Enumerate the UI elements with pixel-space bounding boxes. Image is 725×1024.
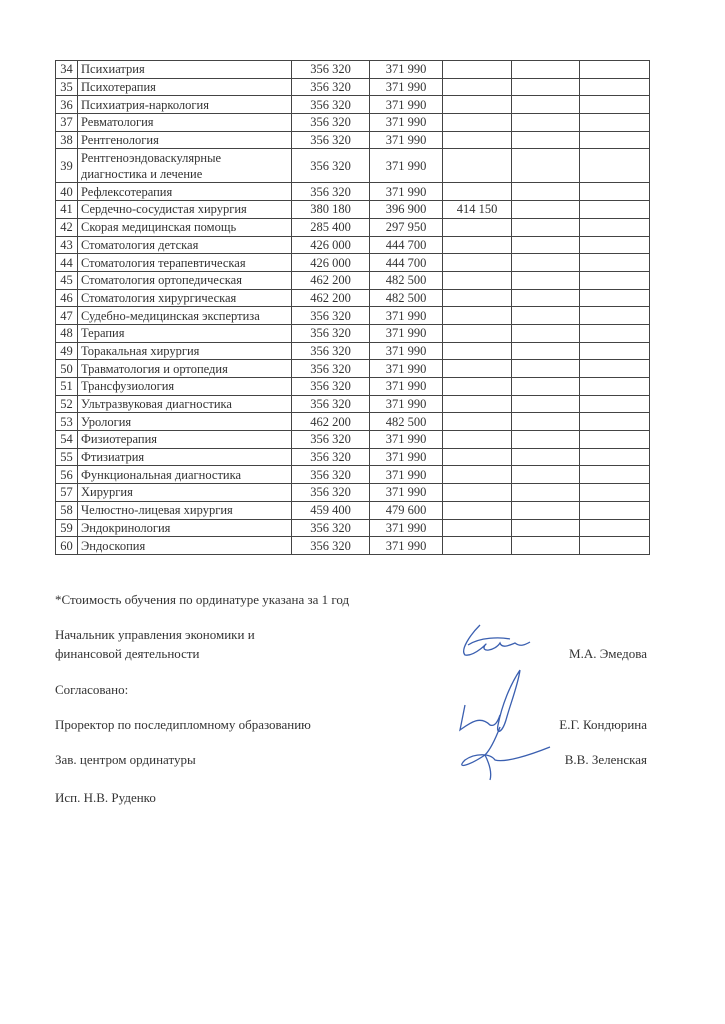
row-number: 56 (56, 466, 78, 484)
specialty-name: Ультразвуковая диагностика (78, 395, 292, 413)
specialty-name: Рефлексотерапия (78, 183, 292, 201)
row-number: 60 (56, 537, 78, 555)
empty-cell (580, 324, 650, 342)
price-year-3 (443, 360, 512, 378)
row-number: 38 (56, 131, 78, 149)
empty-cell (580, 78, 650, 96)
specialty-name: Хирургия (78, 484, 292, 502)
price-year-1: 380 180 (292, 201, 370, 219)
price-year-2: 371 990 (370, 78, 443, 96)
specialty-name: Психотерапия (78, 78, 292, 96)
empty-cell (580, 131, 650, 149)
table-row (56, 218, 650, 236)
price-year-3 (443, 307, 512, 325)
table-row (56, 236, 650, 254)
price-year-3 (443, 413, 512, 431)
price-year-2: 371 990 (370, 395, 443, 413)
row-number: 51 (56, 378, 78, 396)
empty-cell (580, 183, 650, 201)
table-row (56, 289, 650, 307)
specialty-name: Стоматология детская (78, 236, 292, 254)
price-year-3 (443, 78, 512, 96)
row-number: 35 (56, 78, 78, 96)
row-number: 49 (56, 342, 78, 360)
specialty-name: Физиотерапия (78, 431, 292, 449)
specialty-name: Сердечно-сосудистая хирургия (78, 201, 292, 219)
empty-cell (580, 395, 650, 413)
empty-cell (512, 413, 580, 431)
specialty-name: Фтизиатрия (78, 448, 292, 466)
specialty-name: Стоматология ортопедическая (78, 271, 292, 289)
table-row (56, 360, 650, 378)
price-year-1: 356 320 (292, 360, 370, 378)
price-year-1: 356 320 (292, 484, 370, 502)
table-row (56, 131, 650, 149)
empty-cell (580, 254, 650, 272)
empty-cell (512, 78, 580, 96)
price-year-1: 356 320 (292, 519, 370, 537)
empty-cell (512, 307, 580, 325)
price-year-3 (443, 61, 512, 79)
empty-cell (512, 519, 580, 537)
price-year-1: 356 320 (292, 61, 370, 79)
row-number: 44 (56, 254, 78, 272)
price-year-3 (443, 484, 512, 502)
price-year-2: 371 990 (370, 537, 443, 555)
row-number: 54 (56, 431, 78, 449)
price-year-1: 356 320 (292, 131, 370, 149)
residency-name: В.В. Зеленская (564, 752, 647, 767)
empty-cell (580, 289, 650, 307)
table-row (56, 448, 650, 466)
specialty-name: Рентгеноэндоваскулярные диагностика и лечение (78, 149, 292, 183)
empty-cell (512, 395, 580, 413)
empty-cell (580, 61, 650, 79)
empty-cell (512, 431, 580, 449)
price-year-2: 371 990 (370, 466, 443, 484)
residency-title: Зав. центром ординатуры (55, 752, 196, 767)
empty-cell (512, 289, 580, 307)
empty-cell (512, 271, 580, 289)
price-year-1: 356 320 (292, 431, 370, 449)
specialty-name: Функциональная диагностика (78, 466, 292, 484)
price-year-2: 444 700 (370, 236, 443, 254)
empty-cell (512, 131, 580, 149)
table-row (56, 307, 650, 325)
empty-cell (512, 501, 580, 519)
empty-cell (512, 466, 580, 484)
table-row (56, 413, 650, 431)
price-year-3 (443, 378, 512, 396)
empty-cell (512, 236, 580, 254)
row-number: 39 (56, 149, 78, 183)
empty-cell (580, 537, 650, 555)
head-name: М.А. Эмедова (569, 646, 647, 661)
price-year-2: 371 990 (370, 131, 443, 149)
price-year-2: 371 990 (370, 96, 443, 114)
table-row (56, 61, 650, 79)
price-year-1: 356 320 (292, 378, 370, 396)
tuition-table (55, 60, 650, 555)
table-row (56, 201, 650, 219)
empty-cell (512, 254, 580, 272)
price-year-1: 356 320 (292, 307, 370, 325)
price-year-3 (443, 254, 512, 272)
table-row (56, 537, 650, 555)
specialty-name: Челюстно-лицевая хирургия (78, 501, 292, 519)
row-number: 59 (56, 519, 78, 537)
price-year-3 (443, 218, 512, 236)
specialty-name: Судебно-медицинская экспертиза (78, 307, 292, 325)
specialty-name: Урология (78, 413, 292, 431)
empty-cell (580, 201, 650, 219)
empty-cell (512, 360, 580, 378)
row-number: 50 (56, 360, 78, 378)
empty-cell (580, 448, 650, 466)
head-title-line1: Начальник управления экономики и (55, 627, 255, 642)
table-row (56, 466, 650, 484)
price-year-3 (443, 448, 512, 466)
price-year-2: 444 700 (370, 254, 443, 272)
price-year-2: 371 990 (370, 519, 443, 537)
price-year-1: 356 320 (292, 448, 370, 466)
price-year-3 (443, 149, 512, 183)
row-number: 52 (56, 395, 78, 413)
head-title-line2: финансовой деятельности (55, 646, 200, 661)
price-year-2: 371 990 (370, 307, 443, 325)
table-row (56, 324, 650, 342)
specialty-name: Стоматология терапевтическая (78, 254, 292, 272)
empty-cell (580, 96, 650, 114)
empty-cell (512, 61, 580, 79)
empty-cell (512, 537, 580, 555)
empty-cell (512, 448, 580, 466)
price-year-1: 356 320 (292, 78, 370, 96)
specialty-name: Эндокринология (78, 519, 292, 537)
price-year-2: 371 990 (370, 378, 443, 396)
table-row (56, 78, 650, 96)
price-year-3 (443, 395, 512, 413)
price-year-3 (443, 431, 512, 449)
specialty-name: Травматология и ортопедия (78, 360, 292, 378)
price-year-3 (443, 289, 512, 307)
row-number: 48 (56, 324, 78, 342)
price-year-3 (443, 519, 512, 537)
empty-cell (512, 183, 580, 201)
row-number: 55 (56, 448, 78, 466)
table-row (56, 342, 650, 360)
empty-cell (512, 342, 580, 360)
price-year-2: 371 990 (370, 484, 443, 502)
price-year-2: 371 990 (370, 342, 443, 360)
empty-cell (580, 271, 650, 289)
table-row (56, 484, 650, 502)
price-year-2: 482 500 (370, 289, 443, 307)
empty-cell (580, 218, 650, 236)
specialty-name: Скорая медицинская помощь (78, 218, 292, 236)
price-year-2: 371 990 (370, 360, 443, 378)
empty-cell (580, 431, 650, 449)
empty-cell (512, 324, 580, 342)
price-year-1: 356 320 (292, 96, 370, 114)
row-number: 47 (56, 307, 78, 325)
table-row (56, 501, 650, 519)
table-row (56, 378, 650, 396)
table-row (56, 431, 650, 449)
price-year-1: 459 400 (292, 501, 370, 519)
price-year-1: 462 200 (292, 413, 370, 431)
empty-cell (580, 501, 650, 519)
price-year-1: 356 320 (292, 114, 370, 132)
price-year-3 (443, 466, 512, 484)
specialty-name: Стоматология хирургическая (78, 289, 292, 307)
price-year-1: 462 200 (292, 271, 370, 289)
row-number: 57 (56, 484, 78, 502)
empty-cell (512, 114, 580, 132)
empty-cell (580, 236, 650, 254)
empty-cell (512, 484, 580, 502)
row-number: 41 (56, 201, 78, 219)
empty-cell (512, 201, 580, 219)
row-number: 37 (56, 114, 78, 132)
price-year-1: 356 320 (292, 466, 370, 484)
prorector-title: Проректор по последипломному образованию (55, 717, 311, 732)
price-year-3 (443, 271, 512, 289)
empty-cell (580, 484, 650, 502)
price-year-1: 356 320 (292, 342, 370, 360)
specialty-name: Торакальная хирургия (78, 342, 292, 360)
price-year-2: 371 990 (370, 448, 443, 466)
empty-cell (512, 378, 580, 396)
price-year-3: 414 150 (443, 201, 512, 219)
row-number: 45 (56, 271, 78, 289)
price-year-2: 371 990 (370, 149, 443, 183)
table-row (56, 271, 650, 289)
table-row (56, 519, 650, 537)
row-number: 46 (56, 289, 78, 307)
price-year-1: 285 400 (292, 218, 370, 236)
price-year-2: 371 990 (370, 183, 443, 201)
price-year-1: 426 000 (292, 236, 370, 254)
price-year-2: 371 990 (370, 61, 443, 79)
specialty-name: Ревматология (78, 114, 292, 132)
price-year-2: 297 950 (370, 218, 443, 236)
price-year-1: 356 320 (292, 395, 370, 413)
price-year-3 (443, 342, 512, 360)
agreed-label: Согласовано: (55, 682, 129, 697)
specialty-name: Рентгенология (78, 131, 292, 149)
empty-cell (512, 218, 580, 236)
row-number: 34 (56, 61, 78, 79)
row-number: 40 (56, 183, 78, 201)
price-year-2: 396 900 (370, 201, 443, 219)
row-number: 36 (56, 96, 78, 114)
handwritten-signatures (440, 615, 570, 790)
price-year-3 (443, 537, 512, 555)
empty-cell (512, 149, 580, 183)
specialty-name: Эндоскопия (78, 537, 292, 555)
price-year-1: 356 320 (292, 324, 370, 342)
price-year-3 (443, 183, 512, 201)
empty-cell (580, 360, 650, 378)
specialty-name: Психиатрия-наркология (78, 96, 292, 114)
empty-cell (580, 149, 650, 183)
empty-cell (580, 114, 650, 132)
prorector-name: Е.Г. Кондюрина (559, 717, 647, 732)
price-year-2: 482 500 (370, 413, 443, 431)
price-year-2: 371 990 (370, 114, 443, 132)
price-year-1: 356 320 (292, 149, 370, 183)
price-year-3 (443, 114, 512, 132)
specialty-name: Терапия (78, 324, 292, 342)
executor: Исп. Н.В. Руденко (55, 790, 156, 805)
empty-cell (580, 466, 650, 484)
empty-cell (580, 519, 650, 537)
row-number: 58 (56, 501, 78, 519)
price-year-3 (443, 236, 512, 254)
price-year-1: 356 320 (292, 537, 370, 555)
table-row (56, 395, 650, 413)
price-year-1: 462 200 (292, 289, 370, 307)
row-number: 43 (56, 236, 78, 254)
price-year-1: 356 320 (292, 183, 370, 201)
price-year-2: 371 990 (370, 324, 443, 342)
row-number: 42 (56, 218, 78, 236)
price-year-3 (443, 324, 512, 342)
footnote: *Стоимость обучения по ординатуре указана за 1 год (55, 592, 350, 607)
empty-cell (580, 307, 650, 325)
empty-cell (512, 96, 580, 114)
price-year-3 (443, 131, 512, 149)
price-year-2: 479 600 (370, 501, 443, 519)
table-row (56, 114, 650, 132)
row-number: 53 (56, 413, 78, 431)
price-year-2: 482 500 (370, 271, 443, 289)
table-row (56, 149, 650, 183)
empty-cell (580, 378, 650, 396)
price-year-1: 426 000 (292, 254, 370, 272)
empty-cell (580, 342, 650, 360)
price-year-3 (443, 96, 512, 114)
price-year-2: 371 990 (370, 431, 443, 449)
table-row (56, 183, 650, 201)
table-row (56, 96, 650, 114)
empty-cell (580, 413, 650, 431)
specialty-name: Психиатрия (78, 61, 292, 79)
table-row (56, 254, 650, 272)
specialty-name: Трансфузиология (78, 378, 292, 396)
price-year-3 (443, 501, 512, 519)
